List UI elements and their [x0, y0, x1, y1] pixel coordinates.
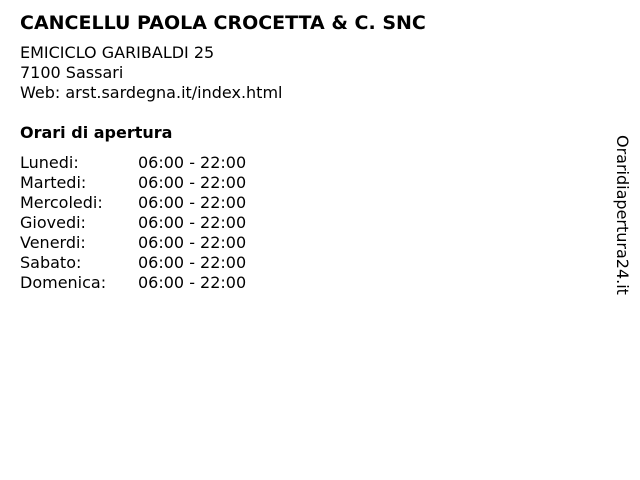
hours-row-tuesday: [20, 173, 246, 193]
day-label: Martedi:: [20, 173, 87, 192]
hours-value: 06:00 - 22:00: [138, 253, 247, 272]
hours-row-monday: [20, 153, 246, 173]
hours-row-saturday: [20, 253, 246, 273]
day-label: Mercoledi:: [20, 193, 103, 212]
address-block: [20, 43, 282, 103]
hours-row-friday: [20, 233, 246, 253]
hours-row-thursday: [20, 213, 246, 233]
day-label: Venerdi:: [20, 233, 86, 252]
hours-value: 06:00 - 22:00: [138, 213, 247, 232]
business-name: CANCELLU PAOLA CROCETTA & C. SNC: [20, 12, 426, 34]
hours-row-sunday: [20, 273, 246, 293]
city: 7100 Sassari: [20, 63, 124, 82]
day-label: Sabato:: [20, 253, 82, 272]
hours-value: 06:00 - 22:00: [138, 193, 247, 212]
opening-hours-title: Orari di apertura: [20, 123, 173, 142]
hours-row-wednesday: [20, 193, 246, 213]
day-label: Giovedi:: [20, 213, 86, 232]
hours-value: 06:00 - 22:00: [138, 273, 247, 292]
street-address: EMICICLO GARIBALDI 25: [20, 43, 215, 62]
hours-value: 06:00 - 22:00: [138, 173, 247, 192]
day-label: Domenica:: [20, 273, 107, 292]
hours-value: 06:00 - 22:00: [138, 153, 247, 172]
day-label: Lunedi:: [20, 153, 79, 172]
hours-value: 06:00 - 22:00: [138, 233, 247, 252]
opening-hours-table: [20, 153, 246, 293]
website-link[interactable]: Web: arst.sardegna.it/index.html: [20, 83, 283, 102]
site-watermark: Oraridiapertura24.it: [613, 135, 632, 295]
